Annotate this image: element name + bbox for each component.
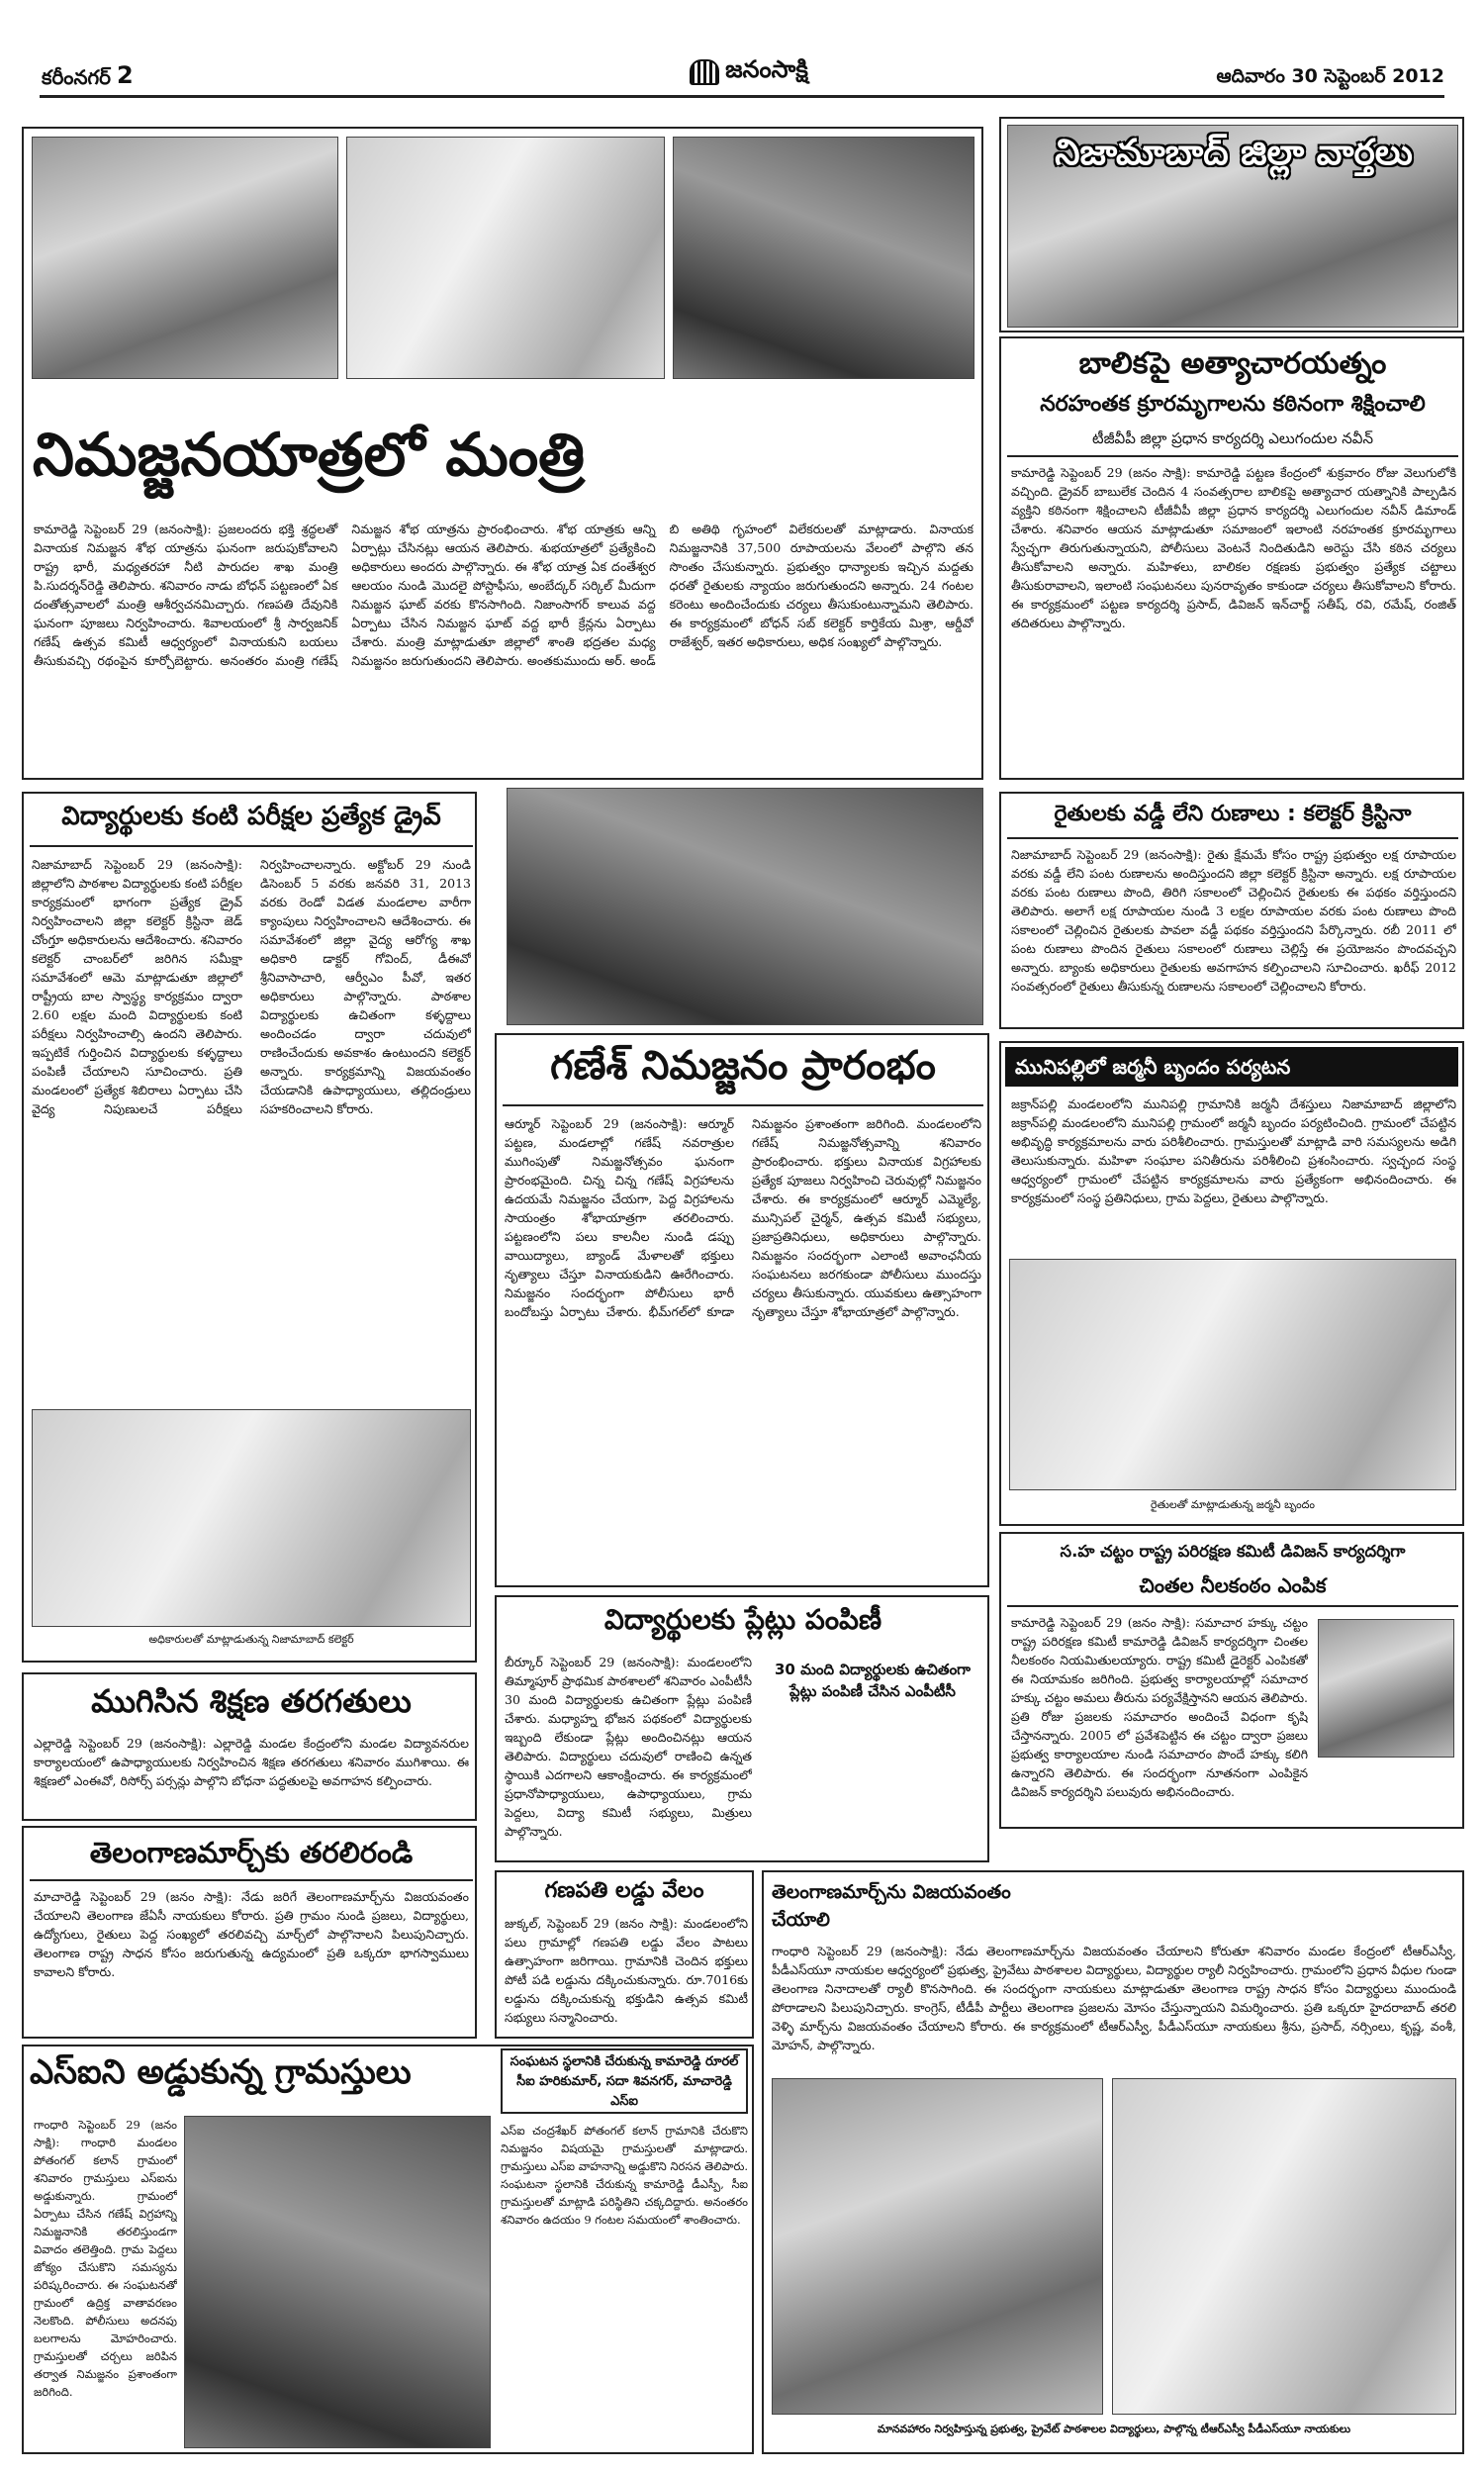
body-si: గాంధారి సెప్టెంబర్ 29 (జనం సాక్షి): గాంధారి మండలం పోతంగల్ కలాన్ గ్రామంలో శనివారం గ్రామస్తులు ఎస్ఐను అడ్డుకున్నారు. గ్రామంలో ఏర్పాటు చేసిన గణేష్ విగ్రహాన్ని నిమజ్జనానికి తరలిస్తుండగా వివాదం తలెత్తింది. గ్రామ పెద్దలు జోక్యం చేసుకొని సమస్యను పరిష్కరించారు. ఈ సంఘటనతో గ్రామంలో ఉద్రిక్త వాతావరణం నెలకొంది. పోలీసులు అదనపు బలగాలను మోహరించారు. గ్రామస్తులతో చర్చలు జరిపిన తర్వాత నిమజ్జనం ప్రశాంతంగా జరిగింది. [34, 2118, 177, 2399]
article-laddu [495, 1870, 754, 2039]
body-rti: కామారెడ్డి సెప్టెంబర్ 29 (జనం సాక్షి): సమాచార హక్కు చట్టం రాష్ట్ర పరిరక్షణ కమిటీ కామారెడ్డి డివిజన్ కార్యదర్శిగా చింతల నీలకంఠం నియమితులయ్యారు. రాష్ట్ర కమిటీ డైరెక్టర్ ఎంపికతో ఈ నియామకం జరిగింది. ప్రభుత్వ కార్యాలయాల్లో సమాచార హక్కు చట్టం అమలు తీరును పర్యవేక్షిస్తానని ఆయన తెలిపారు. ప్రతి రోజు ప్రజలకు సమాచారం అందించే విధంగా కృషి చేస్తానన్నారు. 2005 లో ప్రవేశపెట్టిన ఈ చట్టం ద్వారా ప్రజలు ప్రభుత్వ కార్యాలయాల నుండి సమాచారం పొందే హక్కు కలిగి ఉన్నారని తెలిపారు. ఈ సందర్భంగా నూతనంగా ఎంపికైన డివిజన్ కార్యదర్శిని పలువురు అభినందించారు. [1011, 1615, 1308, 1799]
body-rape: కామారెడ్డి సెప్టెంబర్ 29 (జనం సాక్షి): కామారెడ్డి పట్టణ కేంద్రంలో శుక్రవారం రోజు వెలుగులోకి వచ్చింది. డ్రైవర్ బాబులేక చెందిన 4 సంవత్సరాల బాలికపై అత్యాచార యత్నానికి పాల్పడిన వ్యక్తిని కఠినంగా శిక్షించాలని టీజీవీపీ జిల్లా ప్రధాన కార్యదర్శి ఎలుగందుల నవీన్ డిమాండ్ చేశారు. శనివారం ఆయన మాట్లాడుతూ సమాజంలో ఇలాంటి నరహంతక క్రూరమృగాలు స్వేచ్ఛగా తిరుగుతున్నాయని, పోలీసులు వెంటనే నిందితుడిని అరెస్టు చేసి కఠిన చర్యలు తీసుకోవాలని అన్నారు. మహిళలు, బాలికల రక్షణకు ప్రభుత్వం ప్రత్యేక చట్టాలు తీసుకురావాలని, ఇలాంటి సంఘటనలు పునరావృతం కాకుండా చర్యలు తీసుకోవాలని కోరారు. ఈ కార్యక్రమంలో పట్టణ కార్యదర్శి ప్రసాద్, డివిజన్ ఇన్‌చార్జ్ సతీష్, రవి, రమేష్, రంజిత్ తదితరులు పాల్గొన్నారు. [1011, 465, 1456, 630]
article-eye [22, 792, 477, 1663]
rule-rti [1007, 1605, 1458, 1607]
headline-eye: విద్యార్థులకు కంటి పరీక్షల ప్రత్యేక డ్రైవ్ [61, 802, 441, 831]
body-eye: నిజామాబాద్ సెప్టెంబర్ 29 (జనంసాక్షి): జిల్లాలోని పాఠశాల విద్యార్థులకు కంటి పరీక్షల కార్యక్రమంలో భాగంగా ప్రత్యేక డ్రైవ్ నిర్వహించాలని జిల్లా కలెక్టర్ క్రిస్టినా జెడ్ చోంగ్తూ అధికారులను ఆదేశించారు. శనివారం కలెక్టర్ చాంబర్‌లో జరిగిన సమీక్షా సమావేశంలో ఆమె మాట్లాడుతూ జిల్లాలో రాష్ట్రీయ బాల స్వాస్థ్య కార్యక్రమం ద్వారా 2.60 లక్షల మంది విద్యార్థులకు కంటి పరీక్షలు నిర్వహించాల్సి ఉందని తెలిపారు. ఇప్పటికే గుర్తించిన విద్యార్థులకు కళ్ళద్దాలు పంపిణీ చేయాలని సూచించారు. ప్రతి మండలంలో ప్రత్యేక శిబిరాలు ఏర్పాటు చేసి వైద్య నిపుణులచే పరీక్షలు నిర్వహించాలన్నారు. అక్టోబర్ 29 నుండి డిసెంబర్ 5 వరకు జనవరి 31, 2013 వరకు రెండో విడత మండలాల వారీగా క్యాంపులు నిర్వహించాలని ఆదేశించారు. ఈ సమావేశంలో జిల్లా వైద్య ఆరోగ్య శాఖ అధికారి డాక్టర్ గోవింద్, డీఈవో శ్రీనివాసాచారి, ఆర్వీఎం పీవో, ఇతర అధికారులు పాల్గొన్నారు. పాఠశాల విద్యార్థులకు ఉచితంగా కళ్ళద్దాలు అందించడం ద్వారా చదువులో రాణించేందుకు అవకాశం ఉంటుందని కలెక్టర్ అన్నారు. కార్యక్రమాన్ని విజయవంతం చేయడానికి ఉపాధ్యాయులు, తల్లిదండ్రులు సహకరించాలని కోరారు. [32, 857, 471, 1116]
article-rape [999, 336, 1464, 780]
photo-ganesh-chariot [507, 788, 983, 1025]
body-laddu: జుక్కల్, సెప్టెంబర్ 29 (జనం సాక్షి): మండలంలోని పలు గ్రామాల్లో గణపతి లడ్డు వేలం పాటలు ఉత్సాహంగా జరిగాయి. గ్రామానికి చెందిన భక్తులు పోటీ పడి లడ్డును దక్కించుకున్నారు. రూ.7016కు లడ్డును దక్కించుకున్న భక్తుడిని ఉత్సవ కమిటీ సభ్యులు సన్మానించారు. [505, 1916, 748, 2025]
article-plates [495, 1595, 989, 1862]
body-telangana-success: గాంధారి సెప్టెంబర్ 29 (జనంసాక్షి): నేడు తెలంగాణమార్చ్‌ను విజయవంతం చేయాలని కోరుతూ శనివారం మండల కేంద్రంలో టీఆర్ఎస్వీ, పీడీఎస్‌యూ నాయకుల ఆధ్వర్యంలో ప్రభుత్వ, ప్రైవేటు పాఠశాలల విద్యార్థులు, విద్యార్థుల ర్యాలీ నిర్వహించారు. గ్రామంలోని ప్రధాన వీధుల గుండా తెలంగాణ నినాదాలతో ర్యాలీ కొనసాగింది. ఈ సందర్భంగా నాయకులు మాట్లాడుతూ తెలంగాణ రాష్ట్ర సాధన కోసం విద్యార్థులు ముందుండి పోరాడాలని పిలుపునిచ్చారు. కాంగ్రెస్, టీడీపీ పార్టీలు తెలంగాణ ప్రజలను మోసం చేస్తున్నాయని విమర్శించారు. ప్రతి ఒక్కరూ హైదరాబాద్ తరలి వెళ్ళి మార్చ్‌ను విజయవంతం చేయాలని కోరారు. ఈ కార్యక్రమంలో టీఆర్ఎస్వీ, పీడీఎస్‌యూ నాయకులు శ్రీను, ప్రసాద్, నర్సింలు, కృష్ణ, వంశీ, మోహన్, పాల్గొన్నారు. [772, 1944, 1456, 2052]
banner-germany: మునిపల్లిలో జర్మనీ బృందం పర్యటన [1005, 1047, 1458, 1087]
body-telangana-success-top [1066, 1878, 1457, 1938]
body-training: ఎల్లారెడ్డి సెప్టెంబర్ 29 (జనంసాక్షి): ఎల్లారెడ్డి మండల కేంద్రంలోని మండల విద్యావనరుల కార్యాలయంలో ఉపాధ్యాయులకు నిర్వహించిన శిక్షణ తరగతులు శనివారం ముగిశాయి. ఈ శిక్షణలో ఎంఈవో, రిసోర్స్ పర్సన్లు పాల్గొని బోధనా పద్ధతులపై అవగాహన కల్పించారు. [34, 1736, 469, 1788]
rule-eye [30, 845, 473, 847]
headline-training: ముగిసిన శిక్షణ తరగతులు [91, 1682, 412, 1720]
photo-neelakantam [1318, 1619, 1454, 1758]
article-germany [999, 1041, 1464, 1526]
headline-ganesh: గణేశ్ నిమజ్జనం ప్రారంభం [550, 1043, 936, 1089]
headline-telangana-success: తెలంగాణమార్చ్‌ను విజయవంతం చేయాలి [772, 1881, 1011, 1931]
boxed-note: సంఘటన స్థలానికి చేరుకున్న కామారెడ్డి రూరల్ సీఐ హరికుమార్, సదా శివనగర్, మాచారెడ్డి ఎస్ఐ [501, 2048, 748, 2114]
headline-laddu: గణపతి లడ్డు వేలం [544, 1878, 704, 1903]
logo-emblem-icon [690, 59, 719, 85]
body-ganesh: ఆర్మూర్ సెప్టెంబర్ 29 (జనంసాక్షి): ఆర్మూర్ పట్టణ, మండలాల్లో గణేష్ నవరాత్రుల ముగింపుతో నిమజ్జనోత్సవం ఘనంగా ప్రారంభమైంది. చిన్న చిన్న గణేష్ విగ్రహాలను ఉదయమే నిమజ్జనం చేయగా, పెద్ద విగ్రహాలను సాయంత్రం శోభాయాత్రగా తరలించారు. పట్టణంలోని పలు కాలనీల నుండి డప్పు వాయిద్యాలు, బ్యాండ్ మేళాలతో భక్తులు నృత్యాలు చేస్తూ వినాయకుడిని ఊరేగించారు. నిమజ్జనం సందర్భంగా పోలీసులు భారీ బందోబస్తు ఏర్పాటు చేశారు. భీమ్‌గల్‌లో కూడా నిమజ్జనం ప్రశాంతంగా జరిగింది. మండలంలోని గణేష్ నిమజ్జనోత్సవాన్ని శనివారం ప్రారంభించారు. భక్తులు వినాయక విగ్రహాలకు ప్రత్యేక పూజలు నిర్వహించి చెరువుల్లో నిమజ్జనం చేశారు. ఈ కార్యక్రమంలో ఆర్మూర్ ఎమ్మెల్యే, మున్సిపల్ చైర్మన్, ఉత్సవ కమిటీ సభ్యులు, ప్రజాప్రతినిధులు, అధికారులు పాల్గొన్నారు. నిమజ్జనం సందర్భంగా ఎలాంటి అవాంఛనీయ సంఘటనలు జరగకుండా పోలీసులు ముందస్తు చర్యలు తీసుకున్నారు. యువకులు ఉత్సాహంగా నృత్యాలు చేస్తూ శోభాయాత్రలో పాల్గొన్నారు. [505, 1116, 981, 1319]
caption-germany: రైతులతో మాట్లాడుతున్న జర్మనీ బృందం [1150, 1498, 1316, 1511]
caption-collector: అధికారులతో మాట్లాడుతున్న నిజామాబాద్ కలెక్టర్ [148, 1633, 354, 1646]
article-ganesh [495, 1033, 989, 1587]
photo-minister-idol [346, 137, 665, 379]
subheadline-rape: నరహంతక క్రూరమృగాలను కఠినంగా శిక్షించాలి [1040, 392, 1426, 417]
rule-loans [1007, 837, 1458, 839]
photo-germany-team [1009, 1259, 1456, 1490]
article-immersion [22, 127, 983, 780]
masthead [0, 0, 1484, 94]
body-germany: జక్రాన్‌పల్లి మండలంలోని మునిపల్లి గ్రామానికి జర్మనీ దేశస్తులు నిజామాబాద్ జిల్లాలోని జక్రాన్‌పల్లి మండలంలోని మునిపల్లి గ్రామంలో జర్మనీ బృందం పర్యటించింది. గ్రామంలో చేపట్టిన అభివృద్ధి కార్యక్రమాలను వారు పరిశీలించారు. గ్రామస్తులతో మాట్లాడి వారి సమస్యలను అడిగి తెలుసుకున్నారు. మహిళా సంఘాల పనితీరును పరిశీలించి ప్రశంసించారు. స్వచ్ఛంద సంస్థ ఆధ్వర్యంలో గ్రామంలో చేపట్టిన కార్యక్రమాలను వారు ప్రత్యేకంగా అభినందించారు. ఈ కార్యక్రమంలో సంస్థ ప్రతినిధులు, గ్రామ పెద్దలు, రైతులు పాల్గొన్నారు. [1011, 1096, 1456, 1205]
photo-collector-meeting [32, 1409, 471, 1627]
subheadline-rti: చింతల నీలకంఠం ఎంపిక [1139, 1573, 1327, 1597]
district-banner-box [999, 117, 1464, 333]
rule-ganesh [503, 1104, 983, 1106]
district-banner-title: నిజామాబాద్ జిల్లా వార్తలు [1055, 133, 1413, 173]
paper-logo [655, 55, 843, 89]
article-loans [999, 792, 1464, 1029]
article-march [22, 1826, 477, 2039]
photo-human-chain-right [1112, 2078, 1456, 2415]
headline-plates: విద్యార్థులకు ప్లేట్లు పంపిణీ [603, 1603, 882, 1636]
rule-march [30, 1879, 473, 1881]
article-training [22, 1672, 477, 1821]
headline-march: తెలంగాణమార్చ్‌కు తరలిరండి [89, 1836, 414, 1869]
headline-rti: స.హ చట్టం రాష్ట్ర పరిరక్షణ కమిటీ డివిజన్ కార్యదర్శిగా [1060, 1542, 1406, 1561]
article-telangana-success [762, 1870, 1464, 2454]
paper-name: జనంసాక్షి [725, 55, 808, 83]
headline-si: ఎస్ఐని అడ్డుకున్న గ్రామస్తులు [30, 2052, 412, 2092]
rule-rape [1007, 455, 1458, 457]
caption-telangana-success: మానవహారం నిర్వహిస్తున్న ప్రభుత్వ, ప్రైవేట్ పాఠశాలల విద్యార్థులు, పాల్గొన్న టీఆర్ఎస్వీ పీడీఎస్‌యూ నాయకులు [877, 2423, 1351, 2435]
byline-rape: టీజీవీపీ జిల్లా ప్రధాన కార్యదర్శి ఎలుగందుల నవీన్ [1092, 429, 1373, 447]
issue-date: ఆదివారం 30 సెప్టెంబర్ 2012 [1216, 65, 1444, 87]
photo-si-villagers [184, 2116, 491, 2448]
body-plates: బీర్కూర్ సెప్టెంబర్ 29 (జనంసాక్షి): మండలంలోని తిమ్మాపూర్ ప్రాథమిక పాఠశాలలో శనివారం ఎంపీటీసీ 30 మంది విద్యార్థులకు ఉచితంగా ప్లేట్లు పంపిణీ చేశారు. మధ్యాహ్న భోజన పథకంలో విద్యార్థులకు ఇబ్బంది లేకుండా ప్లేట్లు అందించినట్లు ఆయన తెలిపారు. విద్యార్థులు చదువులో రాణించి ఉన్నత స్థాయికి ఎదగాలని ఆకాంక్షించారు. ఈ కార్యక్రమంలో ప్రధానోపాధ్యాయులు, ఉపాధ్యాయులు, గ్రామ పెద్దలు, విద్యా కమిటీ సభ్యులు, మిత్రులు పాల్గొన్నారు. [505, 1655, 752, 1839]
body-si-continued: ఎస్ఐ చంద్రశేఖర్ పోతంగల్ కలాన్ గ్రామానికి చేరుకొని నిమజ్జనం విషయమై గ్రామస్తులతో మాట్లాడారు. గ్రామస్తులు ఎస్ఐ వాహనాన్ని అడ్డుకొని నిరసన తెలిపారు. సంఘటనా స్థలానికి చేరుకున్న కామారెడ్డి డీఎస్పీ, సీఐ గ్రామస్తులతో మాట్లాడి పరిస్థితిని చక్కదిద్దారు. అనంతరం శనివారం ఉదయం 9 గంటల సమయంలో శాంతించారు. [501, 2124, 748, 2227]
body-immersion: కామారెడ్డి సెప్టెంబర్ 29 (జనంసాక్షి): ప్రజలందరు భక్తి శ్రద్ధలతో వినాయక నిమజ్జన శోభ యాత్రను ఘనంగా జరుపుకోవాలని రాష్ట్ర భారీ, మధ్యతరహా నీటి పారుదల శాఖ మంత్రి పి.సుదర్శన్‌రెడ్డి తెలిపారు. శనివారం నాడు బోధన్ పట్టణంలో ఏక దంతోత్సవాలలో మంత్రి ఆశీర్వచనమిచ్చారు. గణపతి దేవునికి ఘనంగా పూజలు నిర్వహించారు. శివాలయంలో శ్రీ సార్వజనిక్ గణేష్ ఉత్సవ కమిటీ ఆధ్వర్యంలో వినాయకుని బయలు తీసుకువచ్చి రథంపైన కూర్చోబెట్టారు. అనంతరం మంత్రి గణేష్ నిమజ్జన శోభ యాత్రను ప్రారంభించారు. శోభ యాత్రకు ఆన్ని ఏర్పాట్లు చేసినట్లు ఆయన తెలిపారు. శుభయాత్రలో ప్రత్యేకించి అధికారులు అందరు పాల్గొన్నారు. ఈ శోభ యాత్ర ఏక దంతేశ్వర ఆలయం నుండి మొదలై పోస్టాఫీసు, అంబేద్కర్ సర్కిల్ మీదుగా నిమజ్జన ఘాట్ వరకు కొనసాగింది. నిజాంసాగర్ కాలువ వద్ద ఏర్పాటు చేసిన నిమజ్జన ఘాట్ వద్ద భారీ క్రేన్లను ఏర్పాటు చేశారు. మంత్రి మాట్లాడుతూ జిల్లాలో శాంతి భద్రతల మధ్య నిమజ్జనం జరుగుతుందని తెలిపారు. అంతకుముందు అర్. అండ్ బి అతిథి గృహంలో విలేకరులతో మాట్లాడారు. వినాయక నిమజ్జనానికి 37,500 రూపాయలను వేలంలో పాల్గొని తన సొంతం చేసుకున్నారు. ప్రభుత్వం ధాన్యాలకు ఇచ్చిన మద్దతు ధరతో రైతులకు న్యాయం జరుగుతుందని అన్నారు. 24 గంటల కరెంటు అందించేందుకు చర్యలు తీసుకుంటున్నామని తెలిపారు. ఈ కార్యక్రమంలో బోధన్ సబ్ కలెక్టర్ కార్తికేయ మిశ్రా, ఆర్డీవో రాజేశ్వర్, ఇతర అధికారులు, అధిక సంఖ్యలో పాల్గొన్నారు. [34, 522, 974, 668]
photo-minister-crowd [32, 137, 338, 379]
subheadline-plates: 30 మంది విద్యార్థులకు ఉచితంగా ప్లేట్లు పంపిణీ చేసిన ఎంపీటీసీ [774, 1661, 972, 1700]
masthead-rule [40, 95, 1444, 98]
headline-rape: బాలికపై అత్యాచారయత్నం [1078, 346, 1387, 381]
article-si [22, 2045, 754, 2454]
body-loans: నిజామాబాద్ సెప్టెంబర్ 29 (జనంసాక్షి): రైతు క్షేమమే కోసం రాష్ట్ర ప్రభుత్వం లక్ష రూపాయల వరకు వడ్డీ లేని పంట రుణాలను అందిస్తుందని జిల్లా కలెక్టర్ క్రిస్టినా అన్నారు. లక్ష రూపాయల వరకు పంట రుణాలు పొంది, తిరిగి సకాలంలో చెల్లించిన రైతులకు ఈ పథకం వర్తిస్తుందని తెలిపారు. అలాగే లక్ష రూపాయల నుండి 3 లక్షల రూపాయల వరకు పంట రుణాలు పొంది సకాలంలో చెల్లించిన రైతులకు పావలా వడ్డీ పథకం వర్తిస్తుందని పేర్కొన్నారు. రబీ 2011 లో పంట రుణాలు పొందిన రైతులు సకాలంలో రుణాలు చెల్లిస్తే ఈ ప్రయోజనం పొందవచ్చని అన్నారు. బ్యాంకు అధికారులు రైతులకు అవగాహన కల్పించాలని సూచించారు. ఖరీఫ్ 2012 సంవత్సరంలో రైతులు తీసుకున్న రుణాలను సకాలంలో చెల్లించాలని కోరారు. [1011, 847, 1456, 994]
body-march: మాచారెడ్డి సెప్టెంబర్ 29 (జనం సాక్షి): నేడు జరిగే తెలంగాణమార్చ్‌ను విజయవంతం చేయాలని తెలంగాణ జేఏసీ నాయకులు కోరారు. ప్రతి గ్రామం నుండి ప్రజలు, విద్యార్థులు, ఉద్యోగులు, రైతులు పెద్ద సంఖ్యలో తరలివచ్చి మార్చ్‌లో పాల్గొనాలని పిలుపునిచ్చారు. తెలంగాణ రాష్ట్ర సాధన కోసం జరుగుతున్న ఉద్యమంలో ప్రతి ఒక్కరూ భాగస్వాములు కావాలని కోరారు. [34, 1889, 469, 1979]
masthead-left-label: కరీంనగర్ [42, 65, 111, 89]
headline-loans: రైతులకు వడ్డీ లేని రుణాలు : కలెక్టర్ క్రిస్టినా [1054, 802, 1412, 826]
photo-procession [673, 137, 974, 379]
headline-immersion: నిమజ్జనయాత్రలో మంత్రి [32, 421, 586, 490]
photo-human-chain-left [772, 2078, 1103, 2415]
article-rti [999, 1532, 1464, 1829]
page-number: 2 [117, 61, 134, 89]
